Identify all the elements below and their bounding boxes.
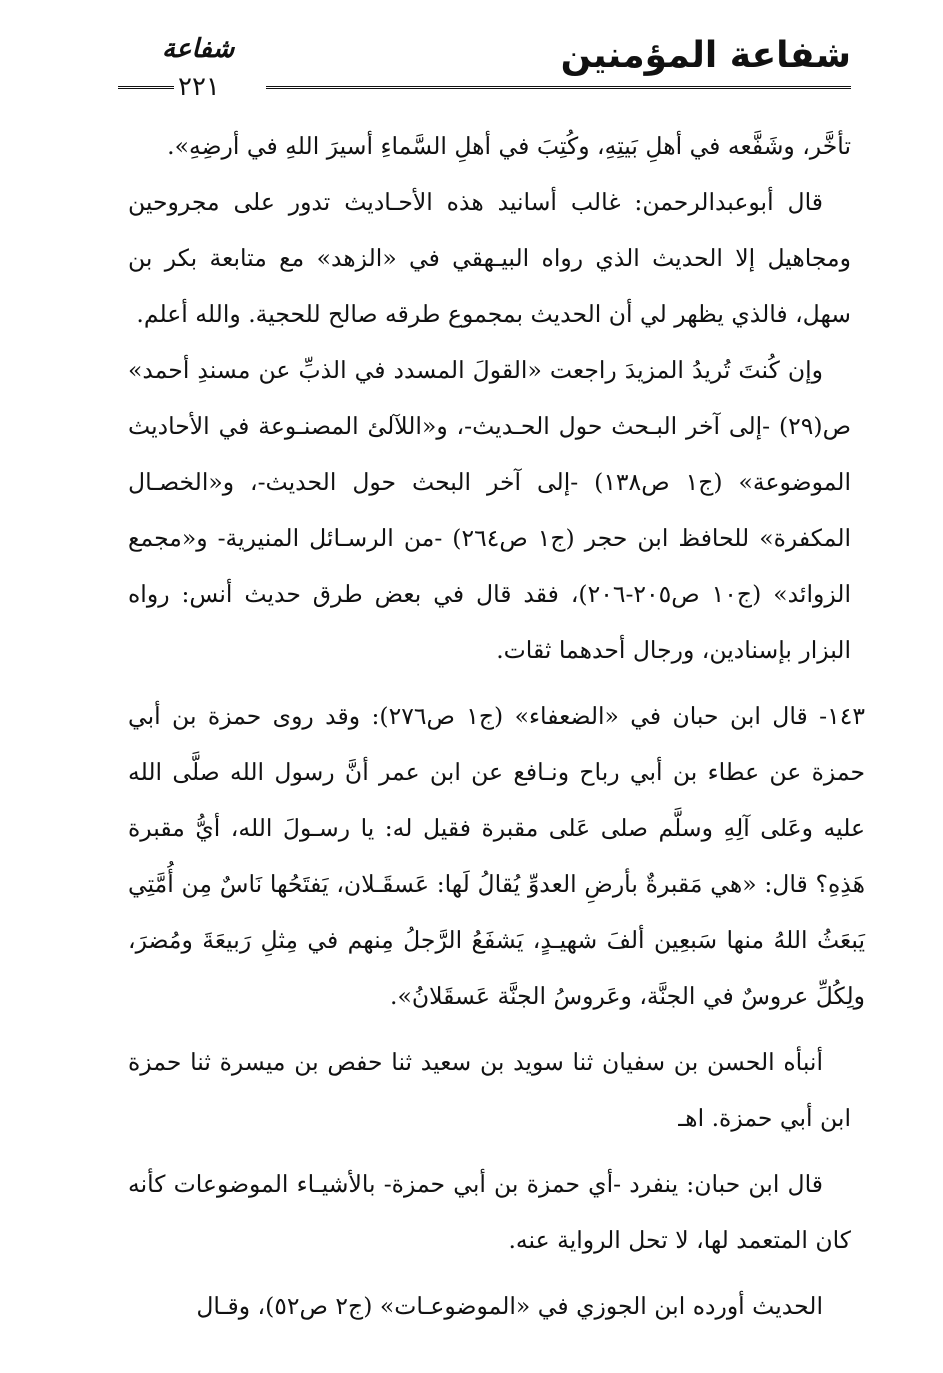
paragraph: قال ابن حبان: ينفرد -أي حمزة بن أبي حمزة- بالأشيـاء الموضوعات كأنه كان المتعمد لها، لا تحل الرواية عنه. xyxy=(128,1170,851,1254)
page-number: ٢٢١ xyxy=(178,72,220,102)
paragraph: أنبأه الحسن بن سفيان ثنا سويد بن سعيد ثنا حفص بن ميسرة ثنا حمزة ابن أبي حمزة. اهـ xyxy=(128,1048,851,1132)
paragraph: الحديث أورده ابن الجوزي في «الموضوعـات» (ج٢ ص٥٢)، وقـال xyxy=(196,1292,823,1320)
page-header xyxy=(118,30,851,102)
chapter-logo: شفاعة xyxy=(162,34,235,64)
paragraph: وإن كُنتَ تُريدُ المزيدَ راجعت «القولَ المسدد في الذبِّ عن مسندِ أحمد» ص(٢٩) -إلى آخر البـحث حول الحـديث-، و«اللآلئ المصنـوعة في الأحاديث الموضوعة» (ج١ ص١٣٨) -إلى آخر البحث حول الحديث-، و«الخصـال المكفرة» للحافظ ابن حجر (ج١ ص٢٦٤) -من الرسـائل المنيرية- و«مجمع الزوائد» (ج١٠ ص٢٠٥-٢٠٦)، فقد قال في بعض طرق حديث أنس: رواه البزار بإسنادين، ورجال أحدهما ثقات. xyxy=(128,356,852,664)
paragraph: قال أبوعبدالرحمن: غالب أسانيد هذه الأحـاديث تدور على مجروحين ومجاهيل إلا الحديث الذي رواه البيـهقي في «الزهد» مع متابعة بكر بن سهل، فالذي يظهر لي أن الحديث بمجموع طرقه صالح للحجية. والله أعلم. xyxy=(128,188,851,328)
paragraph: تأخَّر، وشَفَّعه في أهلِ بَيتِهِ، وكُتِبَ في أهلِ السَّماءِ أسيرَ اللهِ في أرضِهِ». xyxy=(167,132,851,160)
running-title: شفاعة المؤمنين xyxy=(560,35,851,76)
numbered-entry: ١٤٣- قال ابن حبان في «الضعفاء» (ج١ ص٢٧٦): وقد روى حمزة بن أبي حمزة عن عطاء بن أبي رباح ونـافع عن ابن عمر أنَّ رسول الله صلَّى الله عليه وعَلى آلِهِ وسلَّم صلى عَلى مقبرة فقيل له: يا رسـولَ الله، أيُّ مقبرة هَذِهِ؟ قال: «هي مَقبرةٌ بأرضِ العدوِّ يُقالُ لَها: عَسقَـلان، يَفتَحُها نَاسٌ مِن أُمَّتِي يَبعَثُ اللهُ منها سَبعِين ألفَ شهيـدٍ، يَشفَعُ الرَّجلُ مِنهم في مِثلِ رَبيعَةَ ومُضرَ، ولِكُلِّ عروسٌ في الجنَّة، وعَروسُ الجنَّة عَسقَلانُ». xyxy=(128,702,865,1010)
body-text xyxy=(128,118,865,1334)
